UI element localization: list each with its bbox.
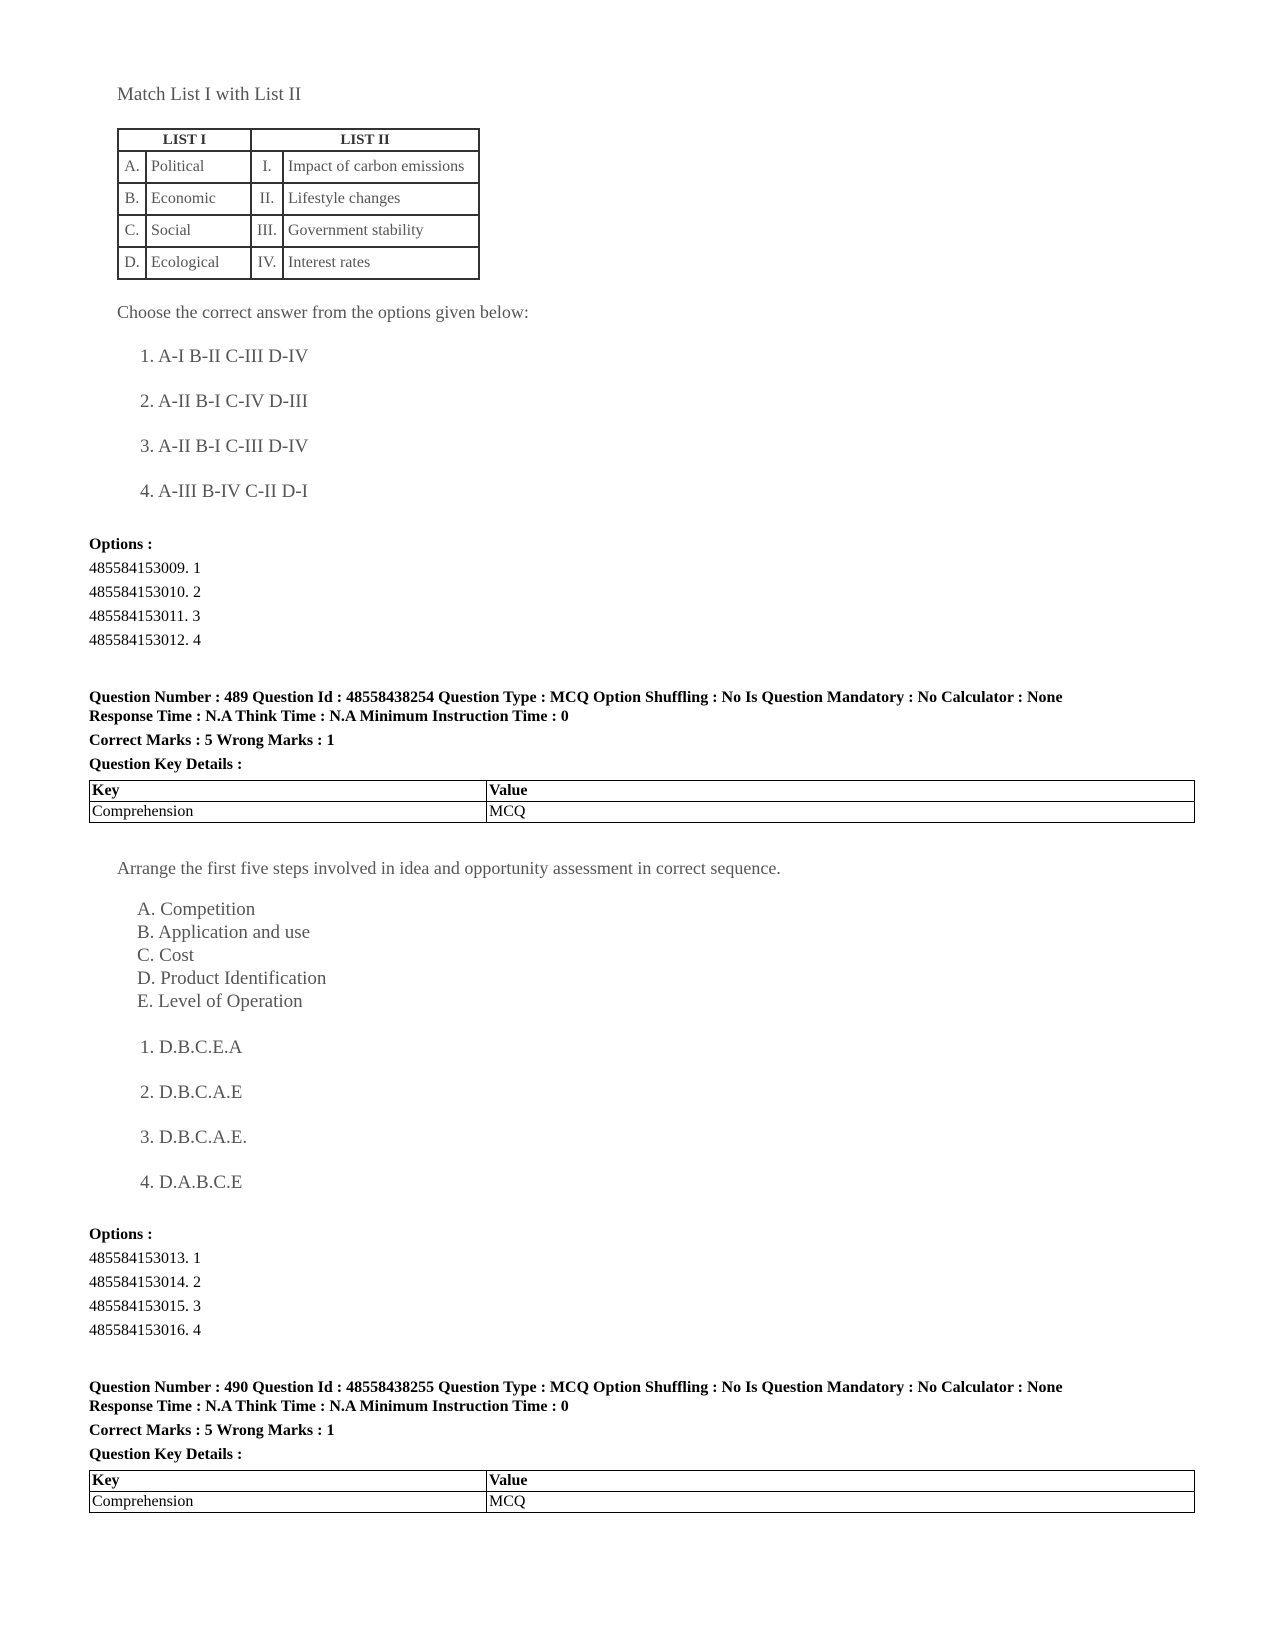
answer-choice: 1. A-I B-II C-III D-IV bbox=[140, 346, 309, 367]
list-ii-value: Government stability bbox=[283, 215, 479, 247]
answer-choice: 2. A-II B-I C-IV D-III bbox=[140, 391, 308, 412]
question-meta: Question Number : 490 Question Id : 48558438255 Question Type : MCQ Option Shuffling : No Is Question Mandatory : No Calculator : None bbox=[89, 1379, 1063, 1396]
answer-choice: 3. A-II B-I C-III D-IV bbox=[140, 436, 309, 457]
sequence-item: D. Product Identification bbox=[137, 968, 327, 989]
question-meta: Response Time : N.A Think Time : N.A Minimum Instruction Time : 0 bbox=[89, 708, 569, 725]
question-key-table bbox=[89, 1470, 1195, 1513]
question-prompt: Arrange the first five steps involved in idea and opportunity assessment in correct sequence. bbox=[117, 858, 781, 878]
option-item: 485584153016. 4 bbox=[89, 1322, 201, 1339]
list-i-value: Ecological bbox=[146, 247, 251, 279]
sequence-item: E. Level of Operation bbox=[137, 991, 303, 1012]
question-key-table bbox=[89, 780, 1195, 823]
list-ii-value: Interest rates bbox=[283, 247, 479, 279]
option-item: 485584153010. 2 bbox=[89, 584, 201, 601]
list-ii-number: III. bbox=[251, 215, 283, 247]
key-cell: Comprehension bbox=[90, 802, 487, 823]
question-meta: Response Time : N.A Think Time : N.A Minimum Instruction Time : 0 bbox=[89, 1398, 569, 1415]
question-meta: Question Number : 489 Question Id : 48558438254 Question Type : MCQ Option Shuffling : No Is Question Mandatory : No Calculator : None bbox=[89, 689, 1063, 706]
answer-choice: 3. D.B.C.A.E. bbox=[140, 1127, 248, 1148]
option-item: 485584153009. 1 bbox=[89, 560, 201, 577]
option-item: 485584153012. 4 bbox=[89, 632, 201, 649]
match-row bbox=[118, 151, 479, 183]
answer-choice: 4. A-III B-IV C-II D-I bbox=[140, 481, 308, 502]
list-ii-number: I. bbox=[251, 151, 283, 183]
answer-choice: 4. D.A.B.C.E bbox=[140, 1172, 243, 1193]
list-ii-number: IV. bbox=[251, 247, 283, 279]
value-cell: MCQ bbox=[487, 802, 1195, 823]
match-list-table bbox=[117, 128, 480, 280]
value-cell: MCQ bbox=[487, 1492, 1195, 1513]
options-label: Options : bbox=[89, 1226, 153, 1243]
table-row bbox=[90, 1492, 1195, 1513]
marks-info: Correct Marks : 5 Wrong Marks : 1 bbox=[89, 732, 335, 749]
option-item: 485584153013. 1 bbox=[89, 1250, 201, 1267]
sequence-item: C. Cost bbox=[137, 945, 195, 966]
value-header: Value bbox=[487, 781, 1195, 802]
marks-info: Correct Marks : 5 Wrong Marks : 1 bbox=[89, 1422, 335, 1439]
list-ii-value: Lifestyle changes bbox=[283, 183, 479, 215]
key-header: Key bbox=[90, 781, 487, 802]
list-i-value: Economic bbox=[146, 183, 251, 215]
value-header: Value bbox=[487, 1471, 1195, 1492]
key-details-label: Question Key Details : bbox=[89, 756, 243, 773]
key-header: Key bbox=[90, 1471, 487, 1492]
list-i-header: LIST I bbox=[118, 129, 251, 151]
list-ii-number: II. bbox=[251, 183, 283, 215]
answer-choice: 1. D.B.C.E.A bbox=[140, 1037, 243, 1058]
list-i-letter: C. bbox=[118, 215, 146, 247]
key-cell: Comprehension bbox=[90, 1492, 487, 1513]
list-i-value: Political bbox=[146, 151, 251, 183]
sequence-item: A. Competition bbox=[137, 899, 256, 920]
table-row bbox=[90, 802, 1195, 823]
options-label: Options : bbox=[89, 536, 153, 553]
choose-instruction: Choose the correct answer from the options given below: bbox=[117, 302, 529, 322]
list-ii-header: LIST II bbox=[251, 129, 479, 151]
match-row bbox=[118, 215, 479, 247]
question-prompt: Match List I with List II bbox=[117, 84, 302, 105]
list-ii-value: Impact of carbon emissions bbox=[283, 151, 479, 183]
list-i-letter: B. bbox=[118, 183, 146, 215]
answer-choice: 2. D.B.C.A.E bbox=[140, 1082, 243, 1103]
match-row bbox=[118, 247, 479, 279]
list-i-value: Social bbox=[146, 215, 251, 247]
option-item: 485584153014. 2 bbox=[89, 1274, 201, 1291]
list-i-letter: D. bbox=[118, 247, 146, 279]
list-i-letter: A. bbox=[118, 151, 146, 183]
key-details-label: Question Key Details : bbox=[89, 1446, 243, 1463]
sequence-item: B. Application and use bbox=[137, 922, 311, 943]
option-item: 485584153015. 3 bbox=[89, 1298, 201, 1315]
match-row bbox=[118, 183, 479, 215]
option-item: 485584153011. 3 bbox=[89, 608, 201, 625]
